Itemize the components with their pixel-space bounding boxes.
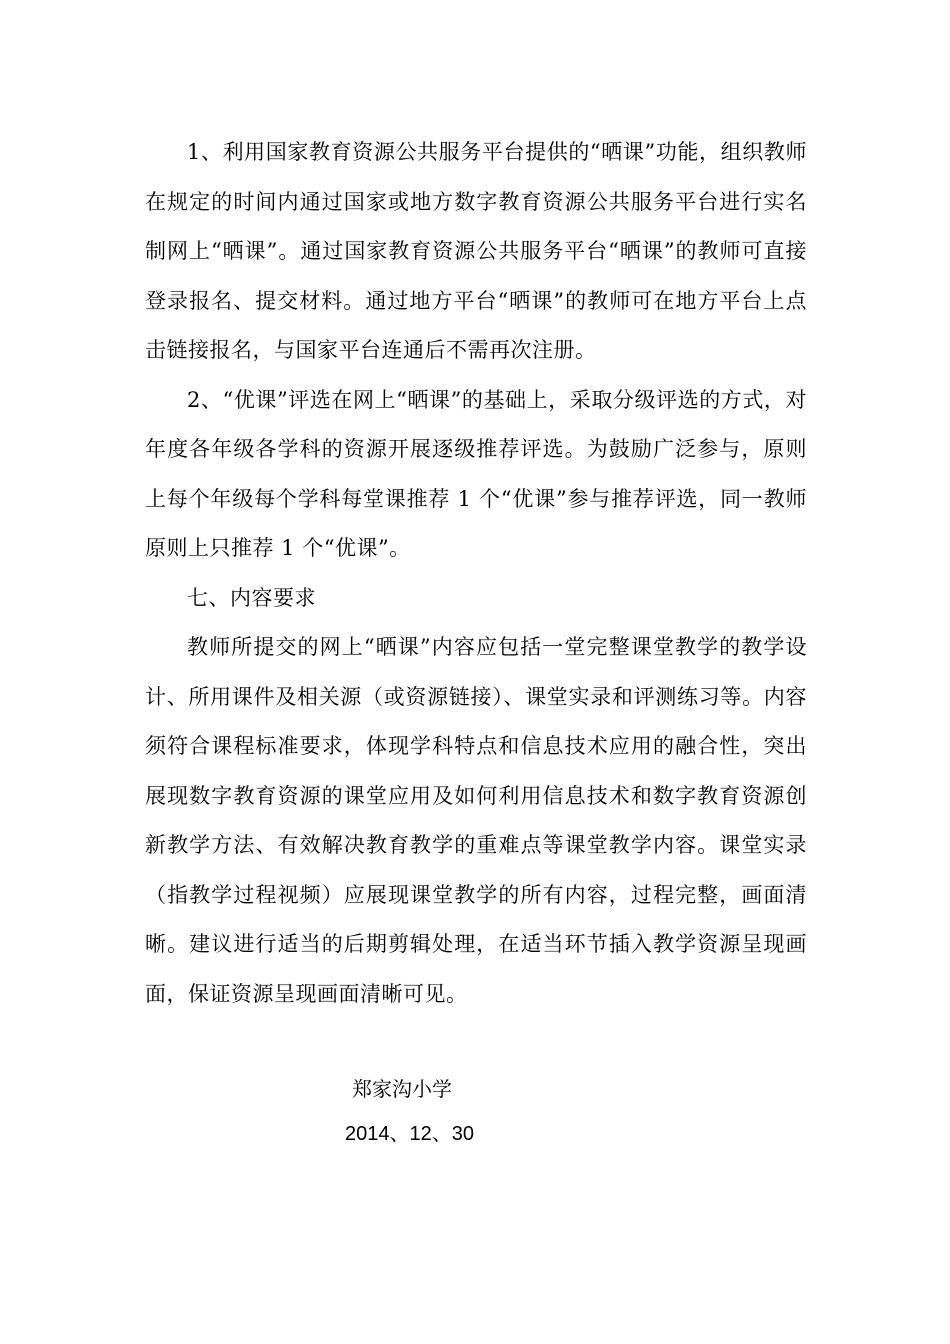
paragraph-item-2: 2、“优课”评选在网上“晒课”的基础上，采取分级评选的方式，对年度各年级各学科的资源开展逐级推荐评选。为鼓励广泛参与，原则上每个年级每个学科每堂课推荐 1 个“优课”参与推荐评选，同一教师原则上只推荐 1 个“优课”。: [145, 387, 807, 560]
signature-organization: 郑家沟小学: [352, 1077, 452, 1101]
section-heading: 七、内容要求: [187, 585, 316, 610]
document-body: [145, 128, 807, 1019]
paragraph-item-1: 1、利用国家教育资源公共服务平台提供的“晒课”功能，组织教师在规定的时间内通过国家或地方数字教育资源公共服务平台进行实名制网上“晒课”。通过国家教育资源公共服务平台“晒课”的教师可直接登录报名、提交材料。通过地方平台“晒课”的教师可在地方平台上点击链接报名，与国家平台连通后不需再次注册。: [145, 140, 807, 362]
paragraph-content-requirements: 教师所提交的网上“晒课”内容应包括一堂完整课堂教学的教学设计、所用课件及相关源（或资源链接）、课堂实录和评测练习等。内容须符合课程标准要求，体现学科特点和信息技术应用的融合性，突出展现数字教育资源的课堂应用及如何利用信息技术和数字教育资源创新教学方法、有效解决教育教学的重难点等课堂教学内容。课堂实录（指教学过程视频）应展现课堂教学的所有内容，过程完整，画面清晰。建议进行适当的后期剪辑处理，在适当环节插入教学资源呈现画面，保证资源呈现画面清晰可见。: [145, 635, 807, 1006]
signature-date: 2014、12、30: [345, 1123, 474, 1145]
